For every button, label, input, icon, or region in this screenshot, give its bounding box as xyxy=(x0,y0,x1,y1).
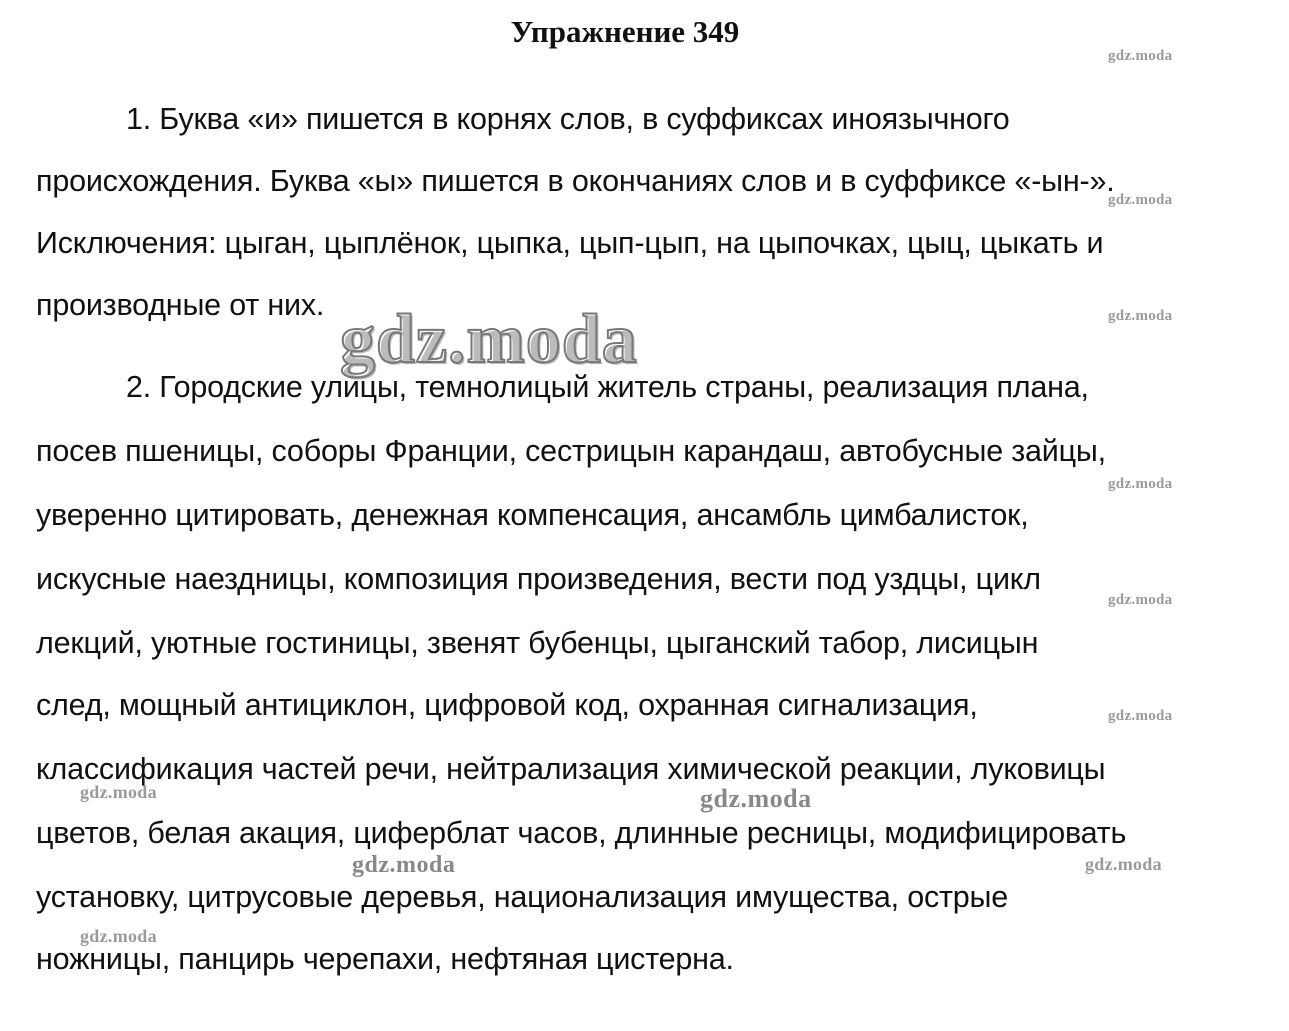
paragraph-line: 2. Городские улицы, темнолицый житель страны, реализация плана, xyxy=(126,370,1089,404)
paragraph-line: происхождения. Буква «ы» пишется в окончаниях слов и в суффиксе «-ын-». xyxy=(36,164,1115,198)
watermark-text: gdz.moda xyxy=(1085,854,1162,874)
paragraph-line: лекций, уютные гостиницы, звенят бубенцы, цыганский табор, лисицын xyxy=(36,626,1039,660)
page-title: Упражнение 349 xyxy=(510,14,740,49)
paragraph-line: Исключения: цыган, цыплёнок, цыпка, цып-цып, на цыпочках, цыц, цыкать и xyxy=(36,226,1104,260)
watermark-logo: gdz.moda xyxy=(700,784,812,813)
watermark-logo: gdz.moda xyxy=(352,852,456,878)
watermark-text: gdz.moda xyxy=(1108,308,1173,324)
watermark-text: gdz.moda xyxy=(1108,708,1173,724)
watermark-text: gdz.moda xyxy=(1108,476,1173,492)
paragraph-line: искусные наездницы, композиция произведения, вести под уздцы, цикл xyxy=(36,562,1041,596)
watermark-text: gdz.moda xyxy=(80,782,157,802)
paragraph-line: уверенно цитировать, денежная компенсация, ансамбль цимбалисток, xyxy=(36,498,1029,532)
paragraph-line: след, мощный антициклон, цифровой код, охранная сигнализация, xyxy=(36,688,978,722)
paragraph-line: посев пшеницы, соборы Франции, сестрицын карандаш, автобусные зайцы, xyxy=(36,434,1106,468)
watermark-logo: gdz.moda xyxy=(340,301,638,378)
paragraph-line: производные от них. xyxy=(36,288,325,322)
paragraph-line: классификация частей речи, нейтрализация химической реакции, луковицы xyxy=(36,752,1106,786)
watermark-text: gdz.moda xyxy=(1108,192,1173,208)
watermark-text: gdz.moda xyxy=(80,926,157,946)
paragraph-line: цветов, белая акация, циферблат часов, длинные ресницы, модифицировать xyxy=(36,816,1127,850)
watermark-text: gdz.moda xyxy=(1108,48,1173,64)
paragraph-line: ножницы, панцирь черепахи, нефтяная цистерна. xyxy=(36,942,734,976)
paragraph-line: установку, цитрусовые деревья, национализация имущества, острые xyxy=(36,880,1009,914)
watermark-text: gdz.moda xyxy=(1108,592,1173,608)
paragraph-line: 1. Буква «и» пишется в корнях слов, в суффиксах иноязычного xyxy=(126,102,1010,136)
